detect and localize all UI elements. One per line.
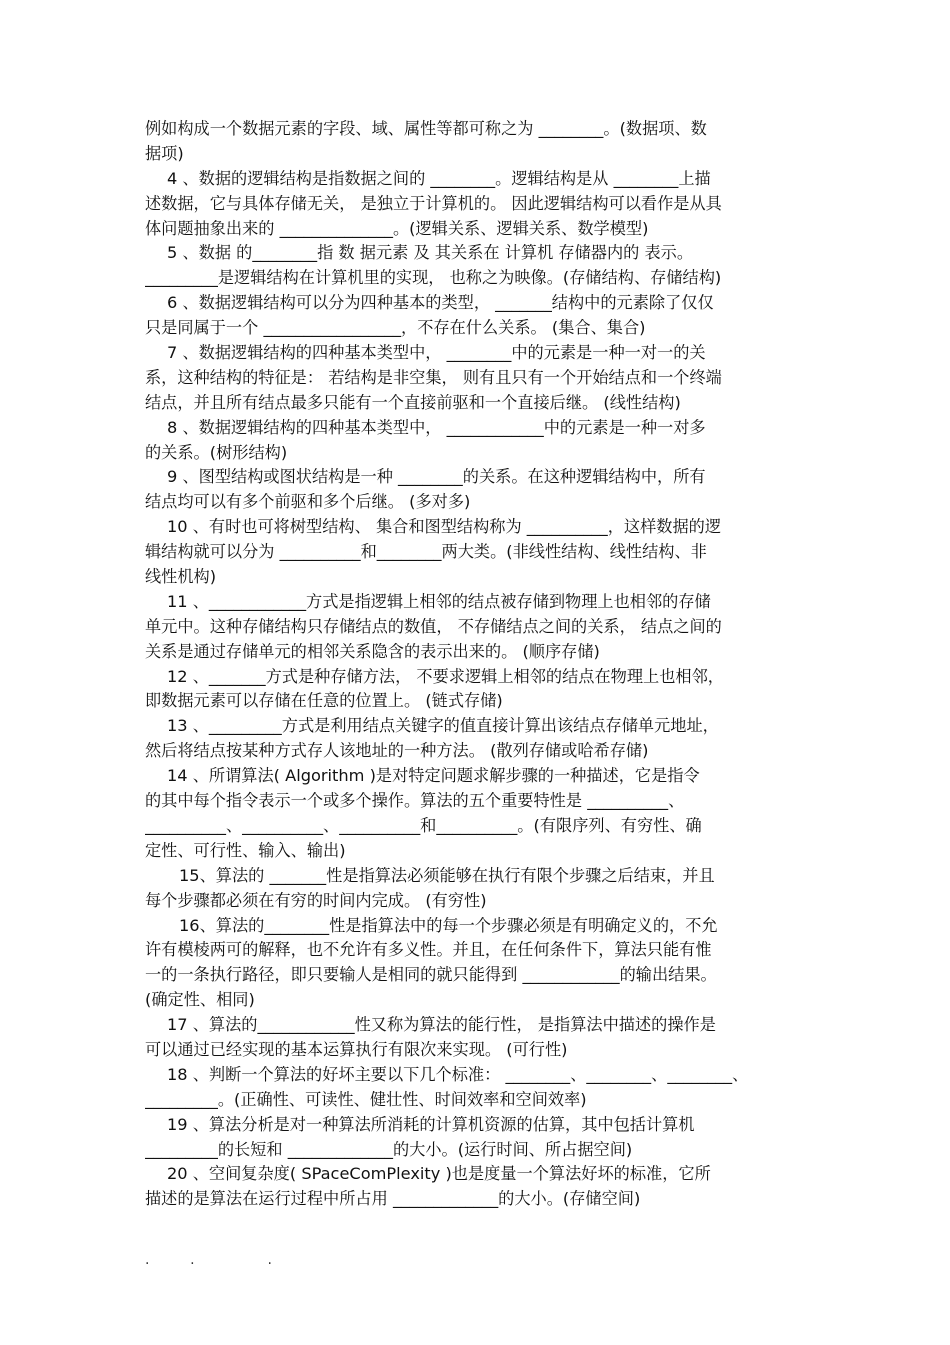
text-line: 可以通过已经实现的基本运算执行有限次来实现。 (可行性)	[145, 1039, 568, 1059]
text-line: 17 、算法的____________性又称为算法的能行性， 是指算法中描述的操作是	[167, 1015, 716, 1035]
text-line: __________、__________、__________和__________。(有限序列、有穷性、确	[145, 815, 702, 835]
text-line: 9 、图型结构或图状结构是一种 ________的关系。在这种逻辑结构中，所有	[167, 467, 706, 487]
text-line: 辑结构就可以分为 __________和________两大类。(非线性结构、线性结构、非	[145, 542, 707, 562]
text-line: 10 、有时也可将树型结构、 集合和图型结构称为 __________，这样数据的逻	[167, 517, 722, 537]
text-line: 即数据元素可以存储在任意的位置上。 (链式存储)	[145, 691, 503, 711]
document-body	[145, 117, 805, 1212]
text-line: 14 、所谓算法( Algorithm )是对特定问题求解步骤的一种描述，它是指令	[167, 766, 700, 786]
text-line: 的关系。(树形结构)	[145, 442, 288, 462]
text-line: 15、算法的 _______性是指算法必须能够在执行有限个步骤之后结束，并且	[179, 865, 715, 885]
text-line: 16、算法的________性是指算法中的每一个步骤必须是有明确定义的，不允	[179, 915, 718, 935]
text-line: 的其中每个指令表示一个或多个操作。算法的五个重要特性是 __________、	[145, 791, 685, 811]
text-line: _________的长短和 _____________的大小。(运行时间、所占据空间)	[145, 1139, 633, 1159]
text-line: 结点，并且所有结点最多只能有一个直接前驱和一个直接后继。 (线性结构)	[145, 392, 681, 412]
text-line: 系，这种结构的特征是： 若结构是非空集， 则有且只有一个开始结点和一个终端	[145, 367, 722, 387]
text-line: 6 、数据逻辑结构可以分为四种基本的类型， _______结构中的元素除了仅仅	[167, 293, 714, 313]
text-line: 12 、_______方式是种存储方法， 不要求逻辑上相邻的结点在物理上也相邻，	[167, 666, 724, 686]
text-line: 定性、可行性、输入、输出)	[145, 840, 346, 860]
text-line: 18 、判断一个算法的好坏主要以下几个标准： ________、________、________、	[167, 1064, 749, 1084]
text-line: 19 、算法分析是对一种算法所消耗的计算机资源的估算，其中包括计算机	[167, 1114, 695, 1134]
text-line: 关系是通过存储单元的相邻关系隐含的表示出来的。 (顺序存储)	[145, 641, 600, 661]
text-line: 线性机构)	[145, 567, 217, 587]
text-line: 13 、_________方式是利用结点关键字的值直接计算出该结点存储单元地址，	[167, 716, 719, 736]
text-line: _________。(正确性、可读性、健壮性、时间效率和空间效率)	[145, 1089, 587, 1109]
text-line: 只是同属于一个 _________________，不存在什么关系。 (集合、集合)	[145, 318, 646, 338]
text-line: (确定性、相同)	[145, 990, 255, 1010]
text-line: 8 、数据逻辑结构的四种基本类型中， ____________中的元素是一种一对多	[167, 417, 706, 437]
text-line: 据项)	[145, 143, 184, 163]
text-line: 述数据，它与具体存储无关， 是独立于计算机的。 因此逻辑结构可以看作是从具	[145, 193, 722, 213]
text-line: 许有模棱两可的解释，也不允许有多义性。并且，在任何条件下，算法只能有惟	[145, 940, 712, 960]
text-line: 每个步骤都必须在有穷的时间内完成。 (有穷性)	[145, 890, 487, 910]
text-line: 单元中。这种存储结构只存储结点的数值， 不存储结点之间的关系， 结点之间的	[145, 616, 722, 636]
text-line: 一的一条执行路径，即只要输人是相同的就只能得到 ____________的输出结果。	[145, 965, 717, 985]
text-line: _________是逻辑结构在计算机里的实现， 也称之为映像。(存储结构、存储结构)	[145, 268, 722, 288]
text-line: 例如构成一个数据元素的字段、域、属性等都可称之为 ________。(数据项、数	[145, 119, 707, 138]
text-line: 11 、____________方式是指逻辑上相邻的结点被存储到物理上也相邻的存储	[167, 591, 711, 611]
text-line: 然后将结点按某种方式存人该地址的一种方法。 (散列存储或哈希存储)	[145, 741, 649, 761]
text-line: 20 、空间复杂度( SPaceComPlexity )也是度量一个算法好坏的标准，它所	[167, 1164, 711, 1184]
text-line: 4 、数据的逻辑结构是指数据之间的 ________。逻辑结构是从 ________上描	[167, 168, 711, 188]
text-line: 7 、数据逻辑结构的四种基本类型中， ________中的元素是一种一对一的关	[167, 343, 706, 363]
text-line: 5 、数据 的________指 数 据元素 及 其关系在 计算机 存储器内的 表示。	[167, 243, 694, 263]
text-line: 描述的是算法在运行过程中所占用 _____________的大小。(存储空间)	[145, 1189, 641, 1209]
text-line: 体问题抽象出来的 ______________。(逻辑关系、逻辑关系、数学模型)	[145, 218, 649, 238]
text-line: 结点均可以有多个前驱和多个后继。 (多对多)	[145, 492, 471, 512]
footer-dots: . . .	[145, 1252, 275, 1268]
